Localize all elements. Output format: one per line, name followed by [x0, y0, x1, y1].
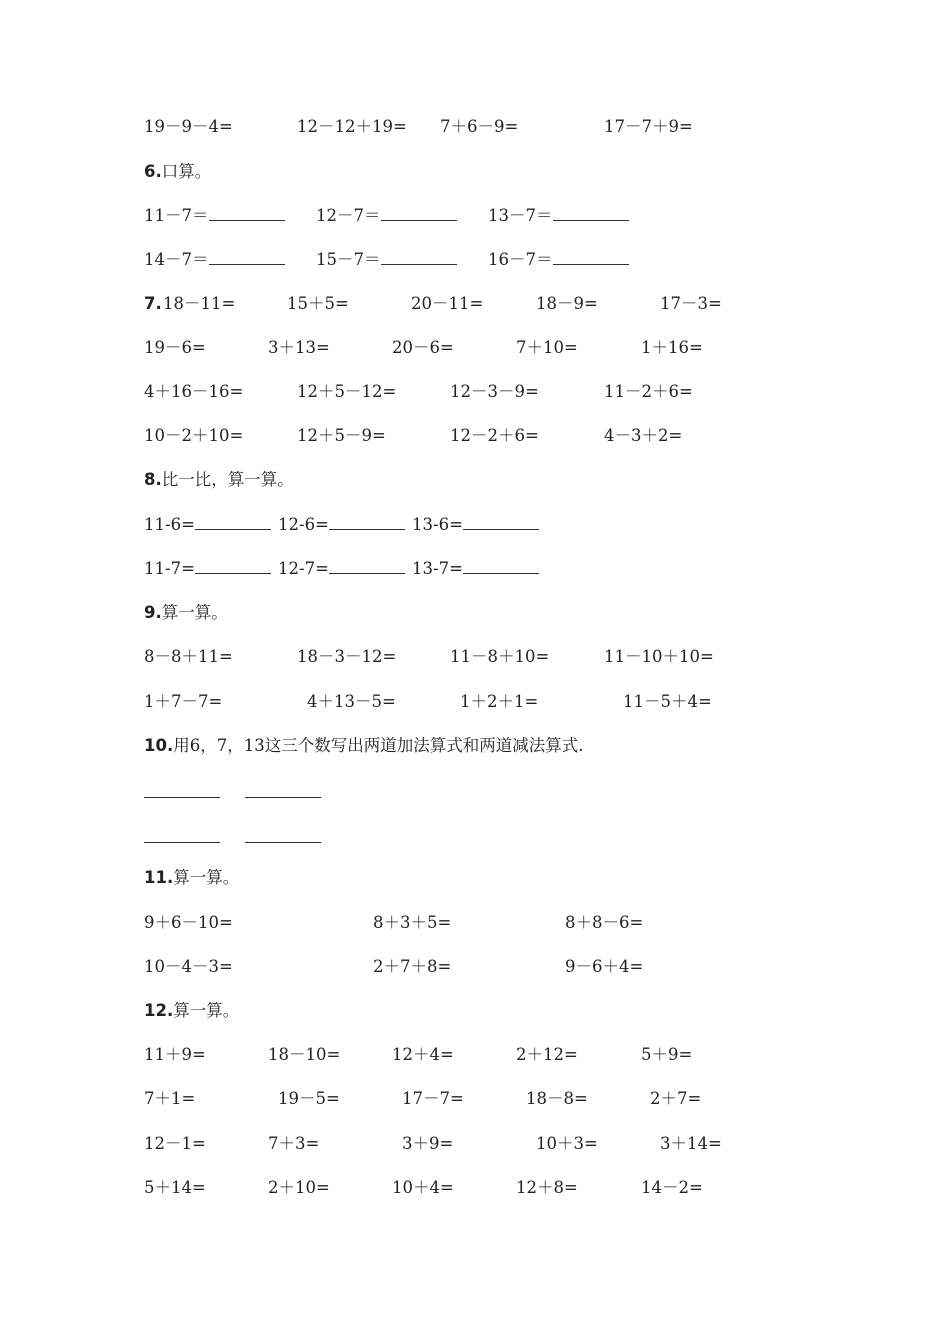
question-text: 算一算。	[173, 868, 240, 887]
fill-blank-equation: 12-6=	[278, 513, 405, 537]
fill-blank-equation: 11-7=	[144, 557, 271, 581]
equation: 8－8＋11=	[144, 647, 233, 666]
equation: 7＋6－9=	[440, 117, 519, 136]
question-number: 10.	[144, 736, 174, 755]
fill-blank-equation: 11-6=	[144, 513, 271, 537]
question-text: 算一算。	[161, 603, 228, 622]
equation: 12＋4=	[392, 1045, 454, 1064]
answer-blank-line	[144, 797, 220, 798]
equation: 12－2＋6=	[450, 426, 539, 445]
fill-blank-equation: 15－7＝	[316, 248, 457, 272]
equation: 12＋5－12=	[297, 382, 397, 401]
question-9-heading	[144, 601, 228, 625]
equation: 10＋3=	[536, 1134, 598, 1153]
equation: 4＋16－16=	[144, 382, 244, 401]
question-number: 8.	[144, 470, 162, 489]
question-12-heading	[144, 999, 239, 1023]
equation: 11－2＋6=	[604, 382, 693, 401]
equation: 15＋5=	[287, 294, 349, 313]
equation: 2＋7＋8=	[373, 957, 452, 976]
fill-blank-equation: 13-6=	[412, 513, 539, 537]
equation: 5＋9=	[641, 1045, 693, 1064]
equation: 11－5＋4=	[623, 692, 712, 711]
equation: 18－3－12=	[297, 647, 397, 666]
equation: 12＋8=	[516, 1178, 578, 1197]
answer-blank-line	[245, 842, 321, 843]
equation: 19－5=	[278, 1089, 340, 1108]
fill-blank-equation: 12-7=	[278, 557, 405, 581]
equation: 2＋7=	[650, 1089, 702, 1108]
equation: 1＋2＋1=	[460, 692, 539, 711]
fill-blank-equation: 16－7＝	[488, 248, 629, 272]
equation: 12－12＋19=	[297, 117, 407, 136]
equation: 17－7=	[402, 1089, 464, 1108]
fill-blank-equation: 14－7＝	[144, 248, 285, 272]
fill-blank-equation: 11－7＝	[144, 204, 285, 228]
equation: 18－11=	[163, 294, 236, 313]
equation: 17－3=	[660, 294, 722, 313]
equation: 18－10=	[268, 1045, 341, 1064]
equation: 4＋13－5=	[307, 692, 396, 711]
equation: 10－2＋10=	[144, 426, 244, 445]
equation: 8＋3＋5=	[373, 913, 452, 932]
equation: 19－9－4=	[144, 117, 233, 136]
equation: 1＋7－7=	[144, 692, 223, 711]
question-6-heading	[144, 160, 211, 184]
equation: 2＋12=	[516, 1045, 578, 1064]
equation: 12－3－9=	[450, 382, 539, 401]
fill-blank-equation: 13－7＝	[488, 204, 629, 228]
question-8-heading	[144, 468, 294, 492]
equation: 9＋6－10=	[144, 913, 233, 932]
fill-blank-equation: 12－7＝	[316, 204, 457, 228]
equation: 1＋16=	[641, 338, 703, 357]
equation: 18－8=	[526, 1089, 588, 1108]
answer-blank-line	[245, 797, 321, 798]
question-number: 11.	[144, 868, 174, 887]
equation: 3＋14=	[660, 1134, 722, 1153]
fill-blank-equation: 13-7=	[412, 557, 539, 581]
equation: 8＋8－6=	[565, 913, 644, 932]
question-number: 6.	[144, 162, 162, 181]
equation: 3＋9=	[402, 1134, 454, 1153]
equation: 20－11=	[411, 294, 484, 313]
equation: 3＋13=	[268, 338, 330, 357]
equation: 19－6=	[144, 338, 206, 357]
equation: 11－10＋10=	[604, 647, 714, 666]
equation: 7＋1=	[144, 1089, 196, 1108]
question-number: 9.	[144, 603, 162, 622]
question-10-heading	[144, 734, 583, 758]
question-text: 用6，7，13这三个数写出两道加法算式和两道减法算式.	[173, 736, 584, 755]
equation: 2＋10=	[268, 1178, 330, 1197]
equation: 20－6=	[392, 338, 454, 357]
equation: 4－3＋2=	[604, 426, 683, 445]
equation: 18－9=	[536, 294, 598, 313]
equation: 7＋3=	[268, 1134, 320, 1153]
equation: 11－8＋10=	[450, 647, 550, 666]
equation: 17－7＋9=	[604, 117, 693, 136]
equation: 7＋10=	[516, 338, 578, 357]
equation: 5＋14=	[144, 1178, 206, 1197]
question-text: 算一算。	[173, 1001, 240, 1020]
equation: 12＋5－9=	[297, 426, 386, 445]
equation: 12－1=	[144, 1134, 206, 1153]
equation: 9－6＋4=	[565, 957, 644, 976]
question-text: 比一比，算一算。	[161, 470, 294, 489]
equation: 10－4－3=	[144, 957, 233, 976]
equation: 14－2=	[641, 1178, 703, 1197]
question-text: 口算。	[161, 162, 212, 181]
question-7-number: 7.	[144, 294, 162, 313]
equation: 11＋9=	[144, 1045, 206, 1064]
question-11-heading	[144, 866, 239, 890]
question-number: 12.	[144, 1001, 174, 1020]
equation: 10＋4=	[392, 1178, 454, 1197]
answer-blank-line	[144, 842, 220, 843]
